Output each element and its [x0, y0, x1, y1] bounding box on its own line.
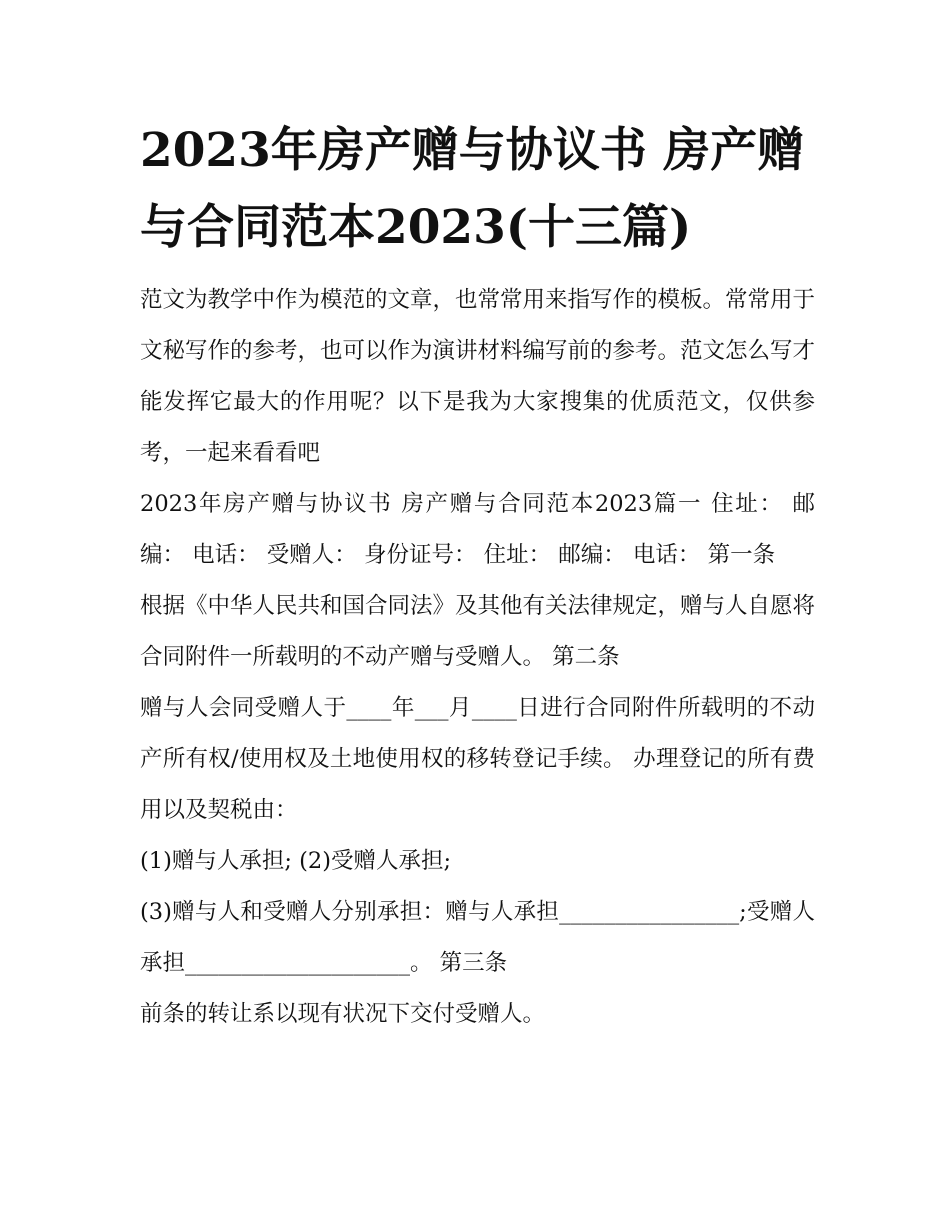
fee-option-1-2: (1)赠与人承担; (2)受赠人承担;: [140, 848, 452, 874]
intro-paragraph: 范文为教学中作为模范的文章，也常常用来指写作的模板。常常用于文秘写作的参考，也可以作为演讲材料编写前的参考。范文怎么写才能发挥它最大的作用呢？以下是我为大家搜集的优质范文，仅供参考，一起来看看吧: [140, 287, 816, 466]
document-title: 2023年房产赠与协议书 房产赠与合同范本2023(十三篇): [140, 123, 805, 255]
article-one-paragraph: 根据《中华人民共和国合同法》及其他有关法律规定，赠与人自愿将合同附件一所载明的不动产赠与受赠人。 第二条: [140, 593, 816, 670]
fee-option-3: (3)赠与人和受赠人分别承担：赠与人承担________________;受赠人承担____________________。 第三条: [140, 899, 815, 976]
article-two-paragraph: 赠与人会同受赠人于____年___月____日进行合同附件所载明的不动产所有权/使用权及土地使用权的移转登记手续。 办理登记的所有费用以及契税由：: [140, 695, 815, 823]
article-three-paragraph: 前条的转让系以现有状况下交付受赠人。: [140, 1001, 546, 1027]
section-header-paragraph: 2023年房产赠与协议书 房产赠与合同范本2023篇一 住址： 邮编： 电话： 受赠人： 身份证号： 住址： 邮编： 电话： 第一条: [140, 491, 815, 568]
document-body: [140, 275, 815, 1040]
